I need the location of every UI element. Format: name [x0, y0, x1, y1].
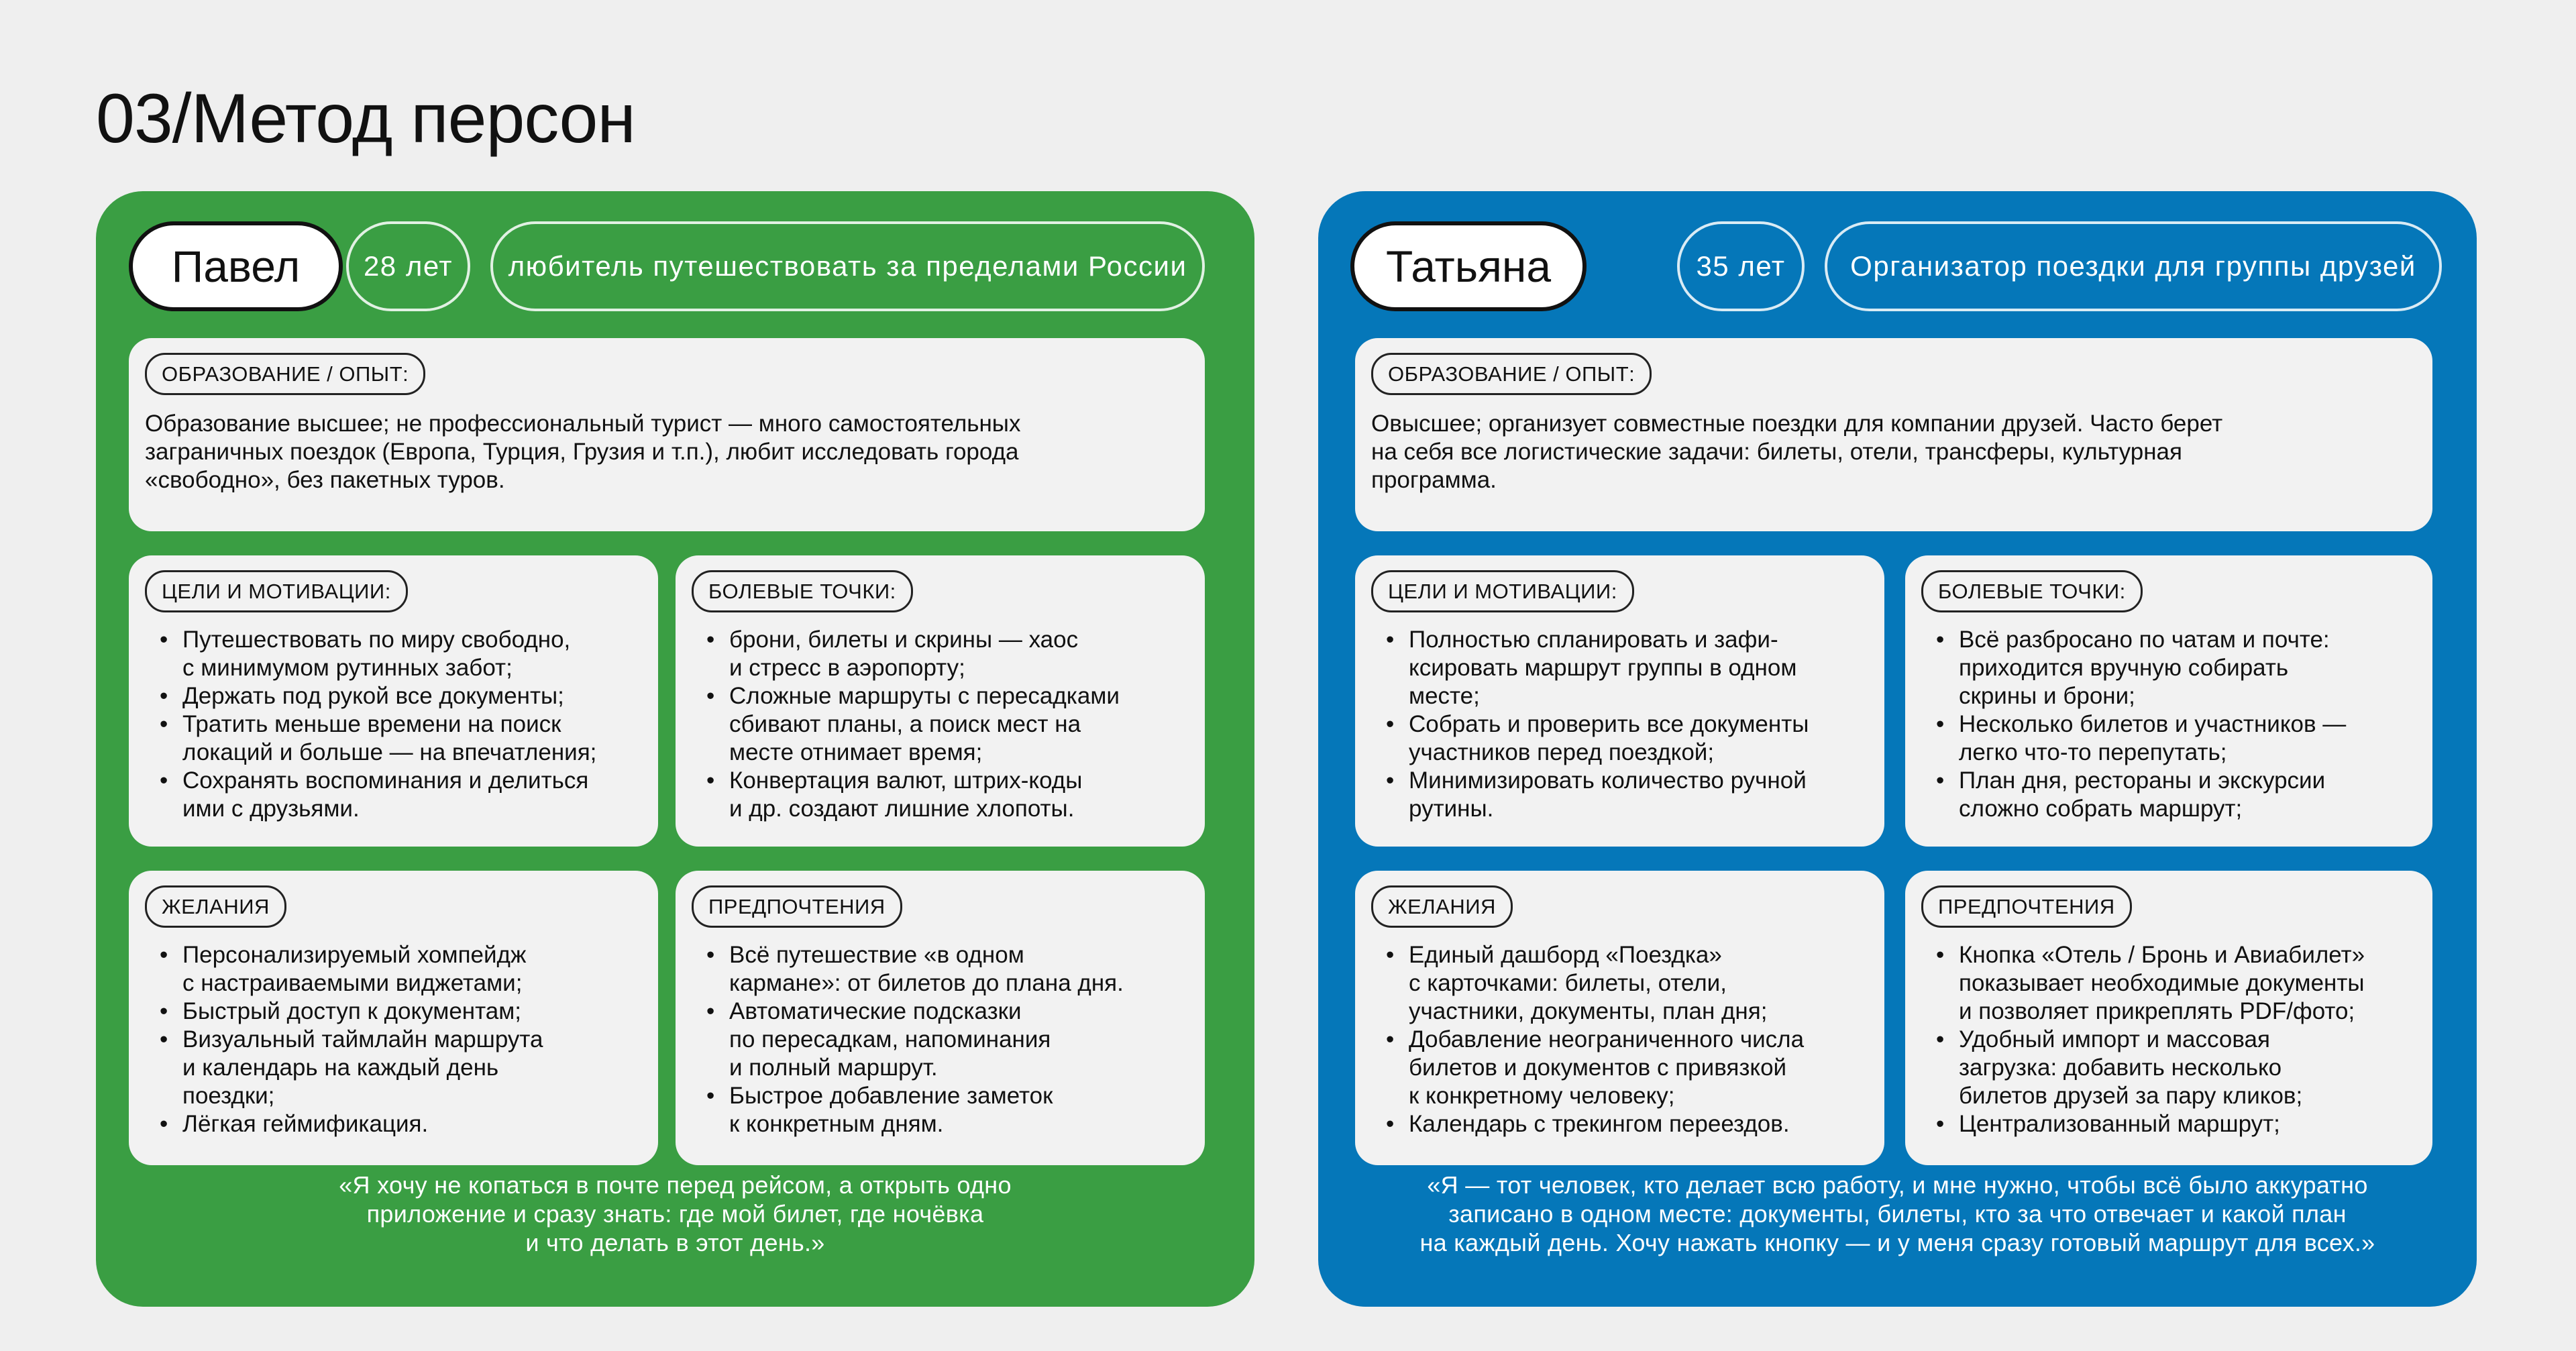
pains-label: БОЛЕВЫЕ ТОЧКИ:: [1921, 570, 2143, 612]
list-item: • Централизованный маршрут;: [1921, 1110, 2416, 1138]
list-item: • Сохранять воспоминания и делиться ими с друзьями.: [145, 767, 642, 823]
list-item: • Всё путешествие «в одном кармане»: от билетов до плана дня.: [692, 941, 1189, 997]
goals-card: [1355, 555, 1884, 847]
list-item: • Тратить меньше времени на поиск локаций и больше — на впечатления;: [145, 710, 642, 767]
persona-card-pavel: [96, 191, 1254, 1307]
list-item: • Кнопка «Отель / Бронь и Авиабилет» показывает необходимые документы и позволяет прикреплять PDF/фото;: [1921, 941, 2416, 1026]
goals-label: ЦЕЛИ И МОТИВАЦИИ:: [145, 570, 408, 612]
persona-quote: «Я — тот человек, кто делает всю работу, и мне нужно, чтобы всё было аккуратно записано в одном месте: документы, билеты, кто за что отвечает и какой план на каждый день. Хочу нажать кнопку — и у меня сразу готовый маршрут для всех.»: [1419, 1171, 2375, 1256]
preferences-list: [1921, 941, 2416, 1138]
wishes-label: ЖЕЛАНИЯ: [145, 885, 286, 928]
education-label: ОБРАЗОВАНИЕ / ОПЫТ:: [1371, 353, 1652, 395]
wishes-list: [145, 941, 642, 1138]
wishes-list: [1371, 941, 1868, 1138]
pains-list: [692, 626, 1189, 823]
list-item: • Несколько билетов и участников — легко что-то перепутать;: [1921, 710, 2416, 767]
preferences-card: [1905, 871, 2432, 1165]
list-item: • Лёгкая геймификация.: [145, 1110, 642, 1138]
page-title: 03/Метод персон: [96, 80, 635, 158]
persona-name: Татьяна: [1350, 221, 1587, 311]
list-item: • Быстрое добавление заметок к конкретным дням.: [692, 1082, 1189, 1138]
preferences-card: [676, 871, 1205, 1165]
education-text: Овысшее; организует совместные поездки для компании друзей. Часто берет на себя все логистические задачи: билеты, отели, трансферы, культурная программа.: [1371, 411, 2223, 494]
wishes-label: ЖЕЛАНИЯ: [1371, 885, 1513, 928]
pains-list: [1921, 626, 2416, 823]
goals-list: [145, 626, 642, 823]
list-item: • Всё разбросано по чатам и почте: приходится вручную собирать скрины и брони;: [1921, 626, 2416, 710]
pains-card: [1905, 555, 2432, 847]
education-card: [129, 338, 1205, 531]
list-item: • брони, билеты и скрины — хаос и стресс в аэропорту;: [692, 626, 1189, 682]
list-item: • Быстрый доступ к документам;: [145, 997, 642, 1026]
persona-age: 35 лет: [1677, 221, 1805, 311]
wishes-card: [129, 871, 658, 1165]
persona-tagline: Организатор поездки для группы друзей: [1825, 221, 2442, 311]
preferences-label: ПРЕДПОЧТЕНИЯ: [1921, 885, 2132, 928]
list-item: • Минимизировать количество ручной рутины.: [1371, 767, 1868, 823]
preferences-label: ПРЕДПОЧТЕНИЯ: [692, 885, 902, 928]
persona-quote: «Я хочу не копаться в почте перед рейсом, а открыть одно приложение и сразу знать: где мой билет, где ночёвка и что делать в этот день.»: [339, 1171, 1012, 1256]
pains-card: [676, 555, 1205, 847]
list-item: • Конвертация валют, штрих-коды и др. создают лишние хлопоты.: [692, 767, 1189, 823]
preferences-list: [692, 941, 1189, 1138]
list-item: • Календарь с трекингом переездов.: [1371, 1110, 1868, 1138]
pains-label: БОЛЕВЫЕ ТОЧКИ:: [692, 570, 913, 612]
list-item: • Визуальный таймлайн маршрута и календарь на каждый день поездки;: [145, 1026, 642, 1110]
education-text: Образование высшее; не профессиональный турист — много самостоятельных заграничных поездок (Европа, Турция, Грузия и т.п.), любит исследовать города «свободно», без пакетных туров.: [145, 411, 1021, 494]
list-item: • Полностью спланировать и зафи- ксировать маршрут группы в одном месте;: [1371, 626, 1868, 710]
list-item: • Удобный импорт и массовая загрузка: добавить несколько билетов друзей за пару кликов;: [1921, 1026, 2416, 1110]
list-item: • Добавление неограниченного числа билетов и документов с привязкой к конкретному человеку;: [1371, 1026, 1868, 1110]
list-item: • Собрать и проверить все документы участников перед поездкой;: [1371, 710, 1868, 767]
list-item: • Держать под рукой все документы;: [145, 682, 642, 710]
goals-card: [129, 555, 658, 847]
list-item: • Сложные маршруты с пересадками сбивают планы, а поиск мест на месте отнимает время;: [692, 682, 1189, 767]
list-item: • Единый дашборд «Поездка» с карточками: билеты, отели, участники, документы, план дня;: [1371, 941, 1868, 1026]
wishes-card: [1355, 871, 1884, 1165]
persona-tagline: любитель путешествовать за пределами России: [490, 221, 1205, 311]
list-item: • Персонализируемый хомпейдж с настраиваемыми виджетами;: [145, 941, 642, 997]
list-item: • План дня, рестораны и экскурсии сложно собрать маршрут;: [1921, 767, 2416, 823]
persona-card-tatyana: [1318, 191, 2477, 1307]
persona-name: Павел: [129, 221, 343, 311]
education-card: [1355, 338, 2432, 531]
goals-list: [1371, 626, 1868, 823]
education-label: ОБРАЗОВАНИЕ / ОПЫТ:: [145, 353, 425, 395]
persona-age: 28 лет: [346, 221, 470, 311]
list-item: • Путешествовать по миру свободно, с минимумом рутинных забот;: [145, 626, 642, 682]
list-item: • Автоматические подсказки по пересадкам, напоминания и полный маршрут.: [692, 997, 1189, 1082]
goals-label: ЦЕЛИ И МОТИВАЦИИ:: [1371, 570, 1634, 612]
